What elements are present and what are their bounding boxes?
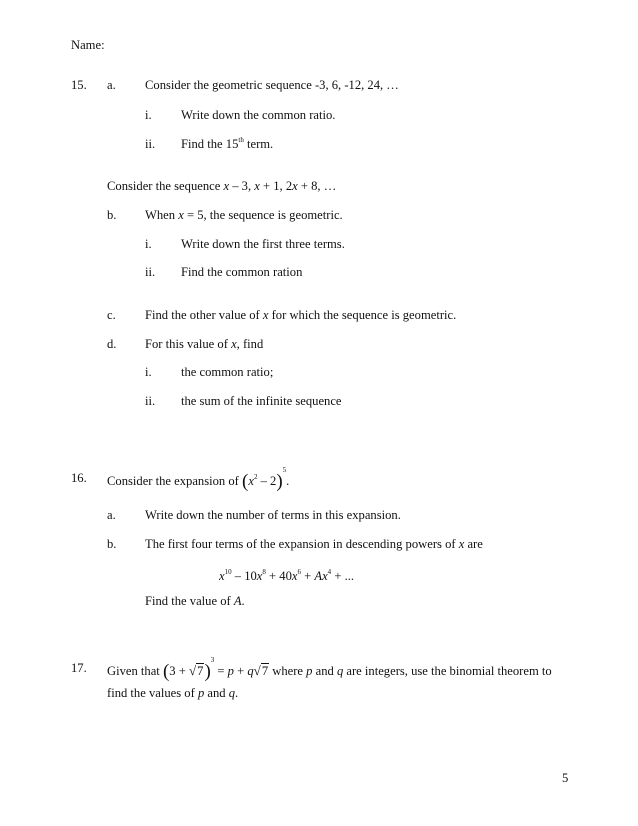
q15d-ii-label: ii. bbox=[145, 394, 156, 408]
q17-line1: Given that $(3 + √7)^3 = p + q√7$ where p and q are integers, use the binomial theorem to bbox=[107, 656, 552, 682]
q16a-label: a. bbox=[107, 508, 116, 522]
q15d-i-label: i. bbox=[145, 365, 152, 379]
q16b-polynomial: $x^{10} - 10x^8 + 40x^6 + Ax^4$ + ... bbox=[219, 568, 355, 583]
q15d-text: For this value of x, find bbox=[145, 337, 264, 351]
name-label: Name: bbox=[71, 38, 105, 52]
q15a-i-label: i. bbox=[145, 108, 152, 122]
question-16-number: 16. bbox=[71, 471, 87, 485]
q15d-ii-text: the sum of the infinite sequence bbox=[181, 394, 342, 408]
q15b-label: b. bbox=[107, 208, 117, 222]
q15d-i-text: the common ratio; bbox=[181, 365, 274, 379]
q15a-i-text: Write down the common ratio. bbox=[181, 108, 336, 122]
q16b-label: b. bbox=[107, 537, 117, 551]
q15d-label: d. bbox=[107, 337, 117, 351]
q15b-i-text: Write down the first three terms. bbox=[181, 237, 345, 251]
q15-sequence-intro: Consider the sequence x – 3, x + 1, 2x + 8, … bbox=[107, 179, 337, 193]
page-number: 5 bbox=[562, 771, 569, 785]
q16-expression: $(x^2 - 2)^5$ bbox=[242, 466, 287, 492]
q17-line2: find the values of p and q. bbox=[107, 686, 239, 700]
question-15-number: 15. bbox=[71, 78, 87, 92]
q15b-ii-label: ii. bbox=[145, 265, 156, 279]
q15b-ii-text: Find the common ration bbox=[181, 265, 303, 279]
q16a-text: Write down the number of terms in this expansion. bbox=[145, 508, 401, 522]
q15b-i-label: i. bbox=[145, 237, 152, 251]
q15a-ii-text: Find the 15th term. bbox=[181, 136, 274, 151]
q15c-text: Find the other value of x for which the sequence is geometric. bbox=[145, 308, 457, 322]
q16b-find: Find the value of A. bbox=[145, 594, 245, 608]
q15a-text: Consider the geometric sequence -3, 6, -12, 24, … bbox=[145, 78, 399, 92]
q16b-text: The first four terms of the expansion in descending powers of x are bbox=[145, 537, 483, 551]
q17-expression: $(3 + √7)^3 = p + q√7$ bbox=[162, 656, 269, 682]
q15a-label: a. bbox=[107, 78, 116, 92]
q15b-text: When x = 5, the sequence is geometric. bbox=[145, 208, 343, 222]
question-17-number: 17. bbox=[71, 661, 87, 675]
q15a-ii-label: ii. bbox=[145, 137, 156, 151]
q16-intro: Consider the expansion of $(x^2 - 2)^5$. bbox=[107, 466, 290, 492]
q15c-label: c. bbox=[107, 308, 116, 322]
